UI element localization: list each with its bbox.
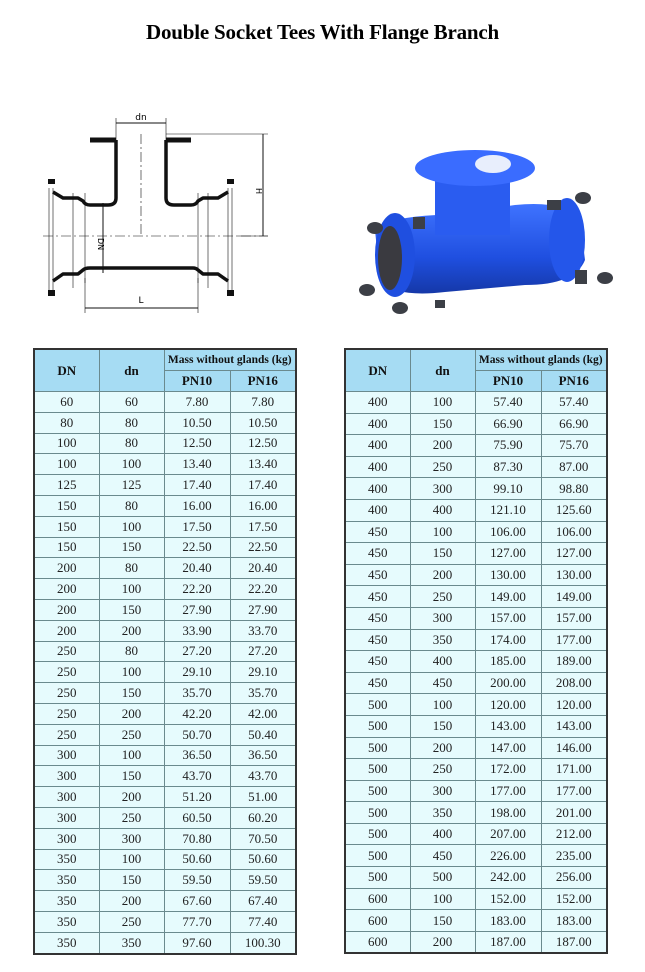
cell-DN: 500 [345,715,410,737]
cell-dn: 450 [410,845,475,867]
cell-dn: 100 [410,521,475,543]
table-row [34,766,296,787]
table-row [34,412,296,433]
cell-pn10: 187.00 [475,931,541,953]
dn-label: dn [135,113,147,123]
table-row [34,807,296,828]
cell-dn: 200 [410,564,475,586]
cell-dn: 100 [99,849,164,870]
cell-DN: 600 [345,931,410,953]
cell-dn: 150 [99,683,164,704]
cell-pn10: 50.70 [164,724,230,745]
cell-pn16: 60.20 [230,807,296,828]
cell-pn10: 22.50 [164,537,230,558]
cell-pn10: 183.00 [475,910,541,932]
cell-pn16: 70.50 [230,828,296,849]
col-header-dn: dn [99,349,164,392]
cell-pn16: 187.00 [541,931,607,953]
cell-DN: 300 [34,828,99,849]
cell-pn16: 29.10 [230,662,296,683]
cell-dn: 100 [99,454,164,475]
cell-DN: 450 [345,672,410,694]
cell-DN: 350 [34,891,99,912]
cell-DN: 500 [345,780,410,802]
cell-pn16: 120.00 [541,694,607,716]
table-row [345,478,607,500]
cell-pn10: 22.20 [164,579,230,600]
cell-dn: 100 [99,662,164,683]
cell-pn16: 27.90 [230,599,296,620]
cell-pn16: 212.00 [541,823,607,845]
table-row [34,828,296,849]
table-row [345,867,607,889]
cell-dn: 100 [410,888,475,910]
cell-dn: 80 [99,495,164,516]
cell-pn16: 67.40 [230,891,296,912]
cell-dn: 150 [99,870,164,891]
table-row [345,715,607,737]
cell-pn10: 121.10 [475,499,541,521]
cell-pn10: 97.60 [164,932,230,953]
cell-pn10: 172.00 [475,759,541,781]
table-row [34,911,296,932]
cell-DN: 150 [34,516,99,537]
table-row [34,495,296,516]
cell-pn16: 177.00 [541,629,607,651]
cell-DN: 400 [345,499,410,521]
cell-pn10: 59.50 [164,870,230,891]
cell-dn: 300 [410,607,475,629]
cell-pn16: 42.00 [230,703,296,724]
cell-DN: 200 [34,620,99,641]
cell-pn10: 177.00 [475,780,541,802]
table-row [34,891,296,912]
cell-dn: 200 [99,620,164,641]
cell-DN: 300 [34,787,99,808]
table-row [345,413,607,435]
cell-DN: 450 [345,607,410,629]
L-label: L [138,296,144,306]
cell-dn: 350 [410,629,475,651]
cell-DN: 450 [345,564,410,586]
cell-DN: 250 [34,703,99,724]
cell-DN: 250 [34,641,99,662]
page-title: Double Socket Tees With Flange Branch [146,20,499,44]
cell-DN: 300 [34,807,99,828]
cell-pn10: 130.00 [475,564,541,586]
table-row [34,579,296,600]
cell-pn10: 185.00 [475,651,541,673]
table-row [34,641,296,662]
cell-DN: 100 [34,433,99,454]
table-row [345,780,607,802]
cell-pn16: 10.50 [230,412,296,433]
cell-DN: 400 [345,456,410,478]
cell-pn16: 17.40 [230,475,296,496]
left-table-body [34,392,296,954]
cell-pn10: 36.50 [164,745,230,766]
cell-pn10: 207.00 [475,823,541,845]
table-row [34,599,296,620]
table-row [34,703,296,724]
cell-DN: 125 [34,475,99,496]
cell-pn16: 7.80 [230,392,296,413]
cell-pn10: 174.00 [475,629,541,651]
cell-DN: 80 [34,412,99,433]
table-row [345,543,607,565]
col-header-DN: DN [34,349,99,392]
cell-dn: 125 [99,475,164,496]
cell-dn: 200 [99,891,164,912]
cell-pn10: 10.50 [164,412,230,433]
cell-pn10: 29.10 [164,662,230,683]
cell-DN: 400 [345,478,410,500]
cell-dn: 250 [99,911,164,932]
cell-pn16: 143.00 [541,715,607,737]
cell-dn: 150 [99,537,164,558]
cell-DN: 600 [345,910,410,932]
cell-pn16: 146.00 [541,737,607,759]
cell-dn: 200 [410,931,475,953]
table-row [34,849,296,870]
cell-pn10: 50.60 [164,849,230,870]
cell-pn10: 226.00 [475,845,541,867]
table-row [345,521,607,543]
cell-DN: 500 [345,823,410,845]
cell-pn10: 27.90 [164,599,230,620]
cell-DN: 300 [34,766,99,787]
cell-pn10: 67.60 [164,891,230,912]
cell-pn16: 50.60 [230,849,296,870]
cell-DN: 450 [345,543,410,565]
cell-dn: 80 [99,412,164,433]
table-row [345,823,607,845]
cell-pn10: 75.90 [475,435,541,457]
cell-dn: 250 [410,456,475,478]
table-row [34,870,296,891]
cell-pn10: 35.70 [164,683,230,704]
table-row [345,607,607,629]
cell-pn16: 106.00 [541,521,607,543]
right-table-body [345,392,607,954]
cell-DN: 150 [34,495,99,516]
cell-pn10: 20.40 [164,558,230,579]
cell-pn16: 77.40 [230,911,296,932]
mass-table-left [33,348,297,955]
cell-pn10: 17.50 [164,516,230,537]
cell-pn16: 171.00 [541,759,607,781]
cell-pn16: 235.00 [541,845,607,867]
table-row [34,787,296,808]
table-row [345,651,607,673]
cell-dn: 100 [99,745,164,766]
table-row [34,662,296,683]
cell-pn16: 66.90 [541,413,607,435]
cell-pn10: 99.10 [475,478,541,500]
H-label: H [254,188,263,195]
col-header-mass: Mass without glands (kg) [475,349,607,371]
cell-DN: 450 [345,651,410,673]
cell-dn: 150 [410,715,475,737]
cell-pn10: 242.00 [475,867,541,889]
cell-pn16: 189.00 [541,651,607,673]
cell-DN: 250 [34,662,99,683]
cell-DN: 300 [34,745,99,766]
cell-dn: 300 [99,828,164,849]
cell-pn16: 130.00 [541,564,607,586]
table-row [345,564,607,586]
table-row [345,392,607,414]
cell-dn: 100 [99,516,164,537]
table-row [345,759,607,781]
cell-DN: 500 [345,694,410,716]
cell-DN: 450 [345,521,410,543]
table-row [345,499,607,521]
table-row [34,475,296,496]
cell-pn16: 177.00 [541,780,607,802]
cell-dn: 500 [410,867,475,889]
cell-DN: 500 [345,737,410,759]
cell-pn10: 66.90 [475,413,541,435]
cell-DN: 500 [345,759,410,781]
cell-dn: 150 [410,543,475,565]
table-row [34,724,296,745]
cell-pn16: 127.00 [541,543,607,565]
cell-dn: 200 [99,703,164,724]
table-row [345,629,607,651]
cell-pn16: 256.00 [541,867,607,889]
cell-dn: 150 [410,910,475,932]
cell-DN: 400 [345,413,410,435]
table-row [345,435,607,457]
cell-pn10: 27.20 [164,641,230,662]
cell-pn16: 22.20 [230,579,296,600]
table-row [345,802,607,824]
cell-pn10: 13.40 [164,454,230,475]
cell-pn16: 27.20 [230,641,296,662]
table-row [345,586,607,608]
cell-dn: 400 [410,651,475,673]
cell-pn10: 17.40 [164,475,230,496]
cell-DN: 600 [345,888,410,910]
cell-pn10: 87.30 [475,456,541,478]
table-row [34,516,296,537]
cell-pn16: 13.40 [230,454,296,475]
cell-DN: 500 [345,802,410,824]
cell-pn10: 57.40 [475,392,541,414]
table-row [34,683,296,704]
cell-pn16: 36.50 [230,745,296,766]
col-header-pn16: PN16 [541,371,607,392]
cell-pn10: 143.00 [475,715,541,737]
cell-dn: 100 [410,694,475,716]
col-header-pn10: PN10 [164,371,230,392]
cell-pn16: 157.00 [541,607,607,629]
cell-dn: 200 [99,787,164,808]
cell-DN: 500 [345,867,410,889]
table-row [345,845,607,867]
table-row [34,537,296,558]
cell-dn: 60 [99,392,164,413]
cell-pn10: 60.50 [164,807,230,828]
cell-DN: 200 [34,558,99,579]
cell-pn16: 208.00 [541,672,607,694]
cell-pn10: 120.00 [475,694,541,716]
cell-pn10: 16.00 [164,495,230,516]
cell-pn10: 70.80 [164,828,230,849]
cell-pn10: 12.50 [164,433,230,454]
table-row [345,931,607,953]
cell-pn16: 51.00 [230,787,296,808]
cell-DN: 500 [345,845,410,867]
cell-dn: 250 [99,724,164,745]
table-row [345,672,607,694]
cell-DN: 60 [34,392,99,413]
mass-table-right [344,348,608,954]
cell-DN: 200 [34,599,99,620]
cell-pn16: 20.40 [230,558,296,579]
cell-pn16: 152.00 [541,888,607,910]
cell-pn16: 149.00 [541,586,607,608]
cell-DN: 150 [34,537,99,558]
cell-DN: 450 [345,586,410,608]
table-row [34,932,296,953]
cell-pn16: 59.50 [230,870,296,891]
cell-pn16: 33.70 [230,620,296,641]
cell-dn: 350 [99,932,164,953]
cell-DN: 350 [34,849,99,870]
cell-pn16: 50.40 [230,724,296,745]
cell-dn: 300 [410,780,475,802]
cell-dn: 200 [410,435,475,457]
cell-DN: 450 [345,629,410,651]
cell-dn: 80 [99,558,164,579]
cell-dn: 300 [410,478,475,500]
cell-pn16: 125.60 [541,499,607,521]
cell-DN: 350 [34,911,99,932]
cell-pn10: 77.70 [164,911,230,932]
cell-pn10: 42.20 [164,703,230,724]
col-header-pn10: PN10 [475,371,541,392]
cell-pn16: 12.50 [230,433,296,454]
cell-pn16: 87.00 [541,456,607,478]
col-header-dn: dn [410,349,475,392]
cell-pn10: 157.00 [475,607,541,629]
cell-dn: 100 [410,392,475,414]
cell-dn: 150 [410,413,475,435]
cell-dn: 80 [99,433,164,454]
cell-pn10: 7.80 [164,392,230,413]
cell-DN: 350 [34,932,99,953]
cell-DN: 350 [34,870,99,891]
product-image [335,120,615,320]
cell-pn16: 57.40 [541,392,607,414]
cell-dn: 400 [410,499,475,521]
table-row [345,910,607,932]
col-header-DN: DN [345,349,410,392]
cell-pn10: 33.90 [164,620,230,641]
cell-pn16: 100.30 [230,932,296,953]
cell-DN: 400 [345,392,410,414]
table-row [34,620,296,641]
cell-pn16: 16.00 [230,495,296,516]
cell-pn10: 51.20 [164,787,230,808]
cell-pn16: 35.70 [230,683,296,704]
cell-dn: 100 [99,579,164,600]
cell-DN: 400 [345,435,410,457]
cell-dn: 400 [410,823,475,845]
table-row [345,888,607,910]
cell-DN: 250 [34,683,99,704]
cell-dn: 250 [410,586,475,608]
DN-label: DN [96,238,105,251]
cell-DN: 200 [34,579,99,600]
table-row [34,392,296,413]
cell-pn16: 98.80 [541,478,607,500]
technical-drawing [28,108,298,318]
table-row [345,737,607,759]
cell-pn10: 149.00 [475,586,541,608]
table-row [345,456,607,478]
cell-dn: 150 [99,599,164,620]
table-row [34,454,296,475]
cell-dn: 200 [410,737,475,759]
cell-dn: 150 [99,766,164,787]
table-row [34,433,296,454]
cell-dn: 450 [410,672,475,694]
table-row [345,694,607,716]
col-header-pn16: PN16 [230,371,296,392]
cell-pn16: 22.50 [230,537,296,558]
cell-dn: 250 [99,807,164,828]
cell-pn10: 147.00 [475,737,541,759]
cell-pn16: 17.50 [230,516,296,537]
cell-dn: 250 [410,759,475,781]
cell-dn: 350 [410,802,475,824]
table-row [34,745,296,766]
cell-pn16: 201.00 [541,802,607,824]
cell-pn10: 200.00 [475,672,541,694]
cell-pn10: 198.00 [475,802,541,824]
cell-pn16: 183.00 [541,910,607,932]
cell-dn: 80 [99,641,164,662]
cell-pn10: 106.00 [475,521,541,543]
cell-pn16: 75.70 [541,435,607,457]
cell-pn16: 43.70 [230,766,296,787]
cell-pn10: 43.70 [164,766,230,787]
col-header-mass: Mass without glands (kg) [164,349,296,371]
table-row [34,558,296,579]
cell-DN: 250 [34,724,99,745]
cell-DN: 100 [34,454,99,475]
cell-pn10: 127.00 [475,543,541,565]
cell-pn10: 152.00 [475,888,541,910]
